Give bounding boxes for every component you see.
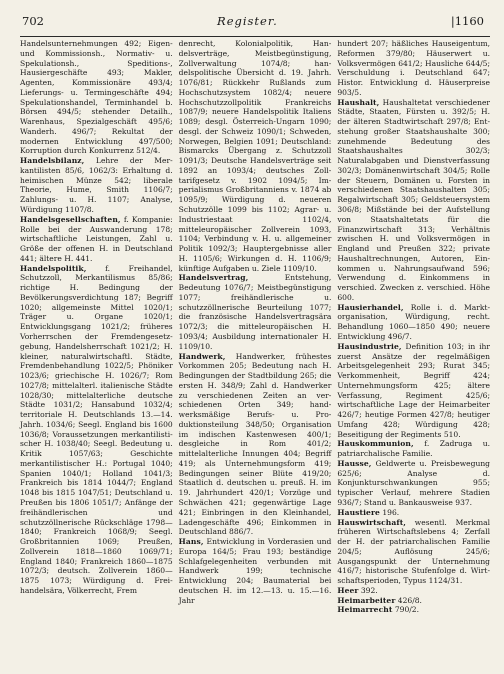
entry-text: f. Freihandel, Schutzzoll, Merkantilismus 85/86; richtige H. Bedingung der Bevölkerungsverdichtung 187; Begriff 1020; allgemeinste Mittel 1020/1; Träger u. Organe 1020/1; Entwicklungsgang 1021/2; früheres Vorherrschen der Fremdengesetzgebung, Handelsherrschaft 1021/2; H. kleiner, naturalwirtschaftl. Städte, Fremdenbehandlung 1022/5; Phöniker 1023/6; griechische H. 1026/7; Rom 1027/8; mittelalterl. italienische Städte 1028/30; mittelalterliche deutsche Städte 1031/2; Hansabund 1032/4; territoriale H. Deutschlands 13.—14. Jahrh. 1034/6; Seegl. England bis 1600 1036/8; Voraussetzungen merkantilistischer H. 1038/40; Seegl. Bedeutung u. Kritik 1057/63; Geschichte merkantilistischer H.: Portugal 1040; Spanien 1040/1; Holland 1041/3; Frankreich bis 1814 1044/7; England 1048 bis 1815 1047/51; Deutschland u. Preußen bis 1806 1051/7; Anfänge der freihändlerischen und schutzzöllnerische Rückschläge 1798—1840; Frankreich 1068/9; Seegl. Großbritannien 1069; Preußen, Zollverein 1818—1860 1069/71; England 1840; Frankreich 1860—1875 1072/3; deutsch. Zollverein 1860—1875 1073; Würdigung d. Freihandelsära, Völkerrecht, Frem [20, 263, 173, 595]
entry-text: Handelsunternehmungen 492; Eigen- und Kommissionsh., Normativ- u. Spekulationsh., Speditions-, Hausiergeschäfte 493; Makler, Agenten, Kommissionäre 493/4; Lieferungs- u. Termingeschäfte 494; Spekulationshandel, Terminhandel b. Börsen 494/5; stehender Detailh., Warenhaus, Spezialgeschäft 495/6; Wanderh. 496/7; Rekultat der modernen Entwicklung 497/500; Korruption durch Konkurrenz 512/4. [20, 39, 173, 156]
entry-headword: Haustiere [337, 507, 380, 517]
index-entry [337, 518, 490, 586]
index-entry [20, 264, 173, 596]
index-entry [337, 596, 490, 606]
entry-text: Handwerker, frühestes Vorkommen 205; Bedeutung nach H. Bedingungen der Stadtbildung 265; die ersten H. 348/9; Zahl d. Handwerker zu verschiedenen Zeiten an verschiedenen Orten 349; handwerksmäßige Berufs- u. Produktionsteilung 348/50; Organisation im indischen Kastenwesen 400/1; desgleiche in Rom 401/2; mittelalterliche Innungen 404; Begriff 419; als Unternehmungsform 419; Bedingungen seiner Blüte 419/20; Staatlich d. deutschen u. preuß. H. im 19. Jahrhundert 420/1; Vorzüge und Schwächen 421; gegenwärtige Lage 421; Einbringen in den Kleinhandel, Ladengeschäfte 496; Einkommen in Deutschland 886/7. [178, 351, 332, 537]
entry-text: 790/2. [392, 605, 419, 615]
entry-headword: Handwerk, [178, 351, 226, 361]
entry-text: Haushaltetat verschiedener Städte, Staaten, Fürsten u. 392/5; H. der älteren Stadtwirtschaft 297/8; Entstehung großer Staatshaushalte 300; zunehmende Bedeutung des Staatshaushaltes 302/3; Naturalabgaben und Dienstverfassung 302/3; Domänenwirtschaft 304/5; Rolle der Steuern, Domänen u. Forsten in verschiedenen Staatshaushalten 305; Regalwirtschaft 305; Geldsteuersystem 306/8; Mißstände bei der Aufstellung von Staatshaltetats für die Finanzwirtschaft 313; Verhältnis zwischen H. und Volksvermögen in England und Preußen 322; private Haushaltrechnungen, Autoren, Einkommen u. Nahrungsaufwand 596; Verwendung d. Einkommens in verschied. Zwecken z. verschied. Höhe 600. [337, 97, 491, 302]
entry-text: Rolle i. d. Marktorganisation, Würdigung, recht. Behandlung 1060—1850 490; neuere Entwicklung 496/7. [337, 302, 491, 341]
entry-headword: Handelspolitik, [20, 263, 87, 273]
entry-text: 392. [358, 585, 378, 595]
entry-headword: Hausse, [337, 458, 372, 468]
index-column-left [20, 39, 173, 651]
index-entry [20, 39, 173, 156]
page-number: 702 [22, 14, 44, 28]
index-entry [337, 459, 490, 508]
entry-headword: Heimarbeiter [337, 595, 396, 605]
index-entry [179, 273, 332, 351]
entry-headword: Haushalt, [337, 97, 380, 107]
index-entry [337, 303, 490, 342]
index-entry [337, 586, 490, 596]
entry-headword: Hauskommunion, [337, 439, 414, 449]
index-entry [337, 98, 490, 303]
index-entry [20, 156, 173, 215]
entry-text: Entwicklung in Vorderasien und Europa 164/5; Frau 193; beständige Schlafgelegenheiten verbunden mit Handwerk 199; technische Entwicklung 204; Baumaterial bei deutschen H. im 12.—13. u. 15.—16. Jahr [178, 537, 332, 605]
column-number: |1160 [450, 14, 484, 28]
index-entry [337, 342, 490, 440]
entry-headword: Handelsgesellschaften, [20, 214, 121, 224]
index-entry [337, 508, 490, 518]
page-header [20, 14, 490, 37]
entry-text: Lehre der Merkantilisten 85/6, 1062/3: Erhaltung d. heimischen Münze 542; liberale Theorie, Hume, Smith 1106/7; Zahlungs- u. H. 1107; Analyse, Würdigung 1107/8. [20, 156, 173, 215]
index-entry [179, 352, 332, 538]
entry-headword: Heimarrecht [337, 605, 393, 615]
entry-headword: Handelsvertrag, [178, 273, 249, 283]
index-entry [337, 605, 490, 615]
entry-text: 196. [379, 507, 400, 517]
entry-text: f. Kompanie: Rolle bei der Auswanderung 178; wirtschaftliche Leistungen, Zahl u. Größe der offenen H. in Deutschland 441; ältere H. 441. [20, 214, 173, 263]
entry-headword: Hans, [178, 537, 204, 547]
entry-headword: Hausindustrie, [337, 341, 402, 351]
entry-text: 426/8. [395, 595, 422, 605]
entry-headword: Hauswirtschaft, [337, 517, 407, 527]
entry-text: f. Zadruga u. patriarchalische Familie. [337, 439, 491, 459]
index-entry [20, 215, 173, 264]
index-column-middle [179, 39, 332, 651]
entry-text: denrecht, Kolonialpolitik, Handelsverträge, Meistbegünstigung, Zollverwaltung 1074/8; handelspolitische Übersicht d. 19. Jahrh. 1076/81; Rückkehr Rußlands zum Hochschutzsystem 1082/4; neuere Hochschutzzollpolitik Frankreichs 1087/9; neuere Handelspolitik Italiens 1089; desgl. Österreich-Ungarn 1090; desgl. der Schweiz 1090/1; Schweden, Norwegen, Belgien 1091; Deutschland: Bismarcks Übergang z. Schutzzoll 1091/3; Deutsche Handelsverträge seit 1892 an 1093/4; deutsches Zolltarifgesetz v. 1902 1094/5; Imperialismus Großbritanniens v. 1874 ab 1095/9; Würdigung d. neueren Schutzzölle 1099 bis 1102; Agrar- u. Industriestaat 1102/4, mitteleuropäischer Zollverein 1093, 1104; Verbindung v. H. u. allgemeiner Politik 1092/3; Hauptergebnisse aller H. 1105/6; Wirkungen d. H. 1106/9; künftige Aufgaben u. Ziele 1109/10. [178, 39, 332, 273]
entry-text: Entstehung, Bedeutung 1076/7; Meistbegünstigung 1077; freihändlerische u. schutzzöllnerische Beurteilung 1077; die französische Handelsvertragsära 1072/3; die mitteleuropäischen H. 1093/4; Ausbildung internationaler H. 1109/10. [178, 273, 332, 351]
entry-headword: Hausierhandel, [337, 302, 404, 312]
index-entry [337, 439, 490, 459]
page-title: Register. [217, 14, 278, 28]
entry-text: wesentl. Merkmal früheren Wirtschaftslebens 4; Zerfall der H. der patriarchalischen Familie 204/5; Auflösung 245/6; Ausgangspunkt der Unternehmung 416/7; historische Stufenfolge d. Wirtschaftsperioden, Typus 1124/31. [337, 517, 491, 586]
entry-text: hundert 207; häßliches Hauseigentum, Reformen 379/80; Häuserwert u. Volksvermögen 641/2; Hausliche 644/5; Verschuldung i. Deutschland 647; Histor. Entwicklung d. Häuserpreise 903/5. [337, 39, 491, 97]
index-column-right [337, 39, 490, 651]
index-entry [179, 39, 332, 273]
entry-headword: Heer [337, 585, 359, 595]
entry-text: Geldwerte u. Preisbewegung 625/6; Analyse d. Konjunkturschwankungen 955; typischer Verlauf, mehrere Stadien 936/7; Stand u. Bankausweise 937. [337, 458, 491, 507]
index-entry [179, 537, 332, 605]
index-entry [337, 39, 490, 98]
index-columns [20, 39, 490, 651]
entry-headword: Handelsbilanz, [20, 156, 85, 166]
entry-text: Definition 103; in ihr zuerst Ansätze der regelmäßigen Arbeitsgelegenheit 293; Rurat 345; Verkommenheit, Begriff 424; Unternehmungsform 425; ältere Verfassung, Regiment 425/6; wirtschaftliche Lage der Heimarbeiter 426/7; heutige Formen 427/8; heutiger Umfang 428; Würdigung 428; Beseitigung der Regiments 510. [337, 341, 491, 439]
